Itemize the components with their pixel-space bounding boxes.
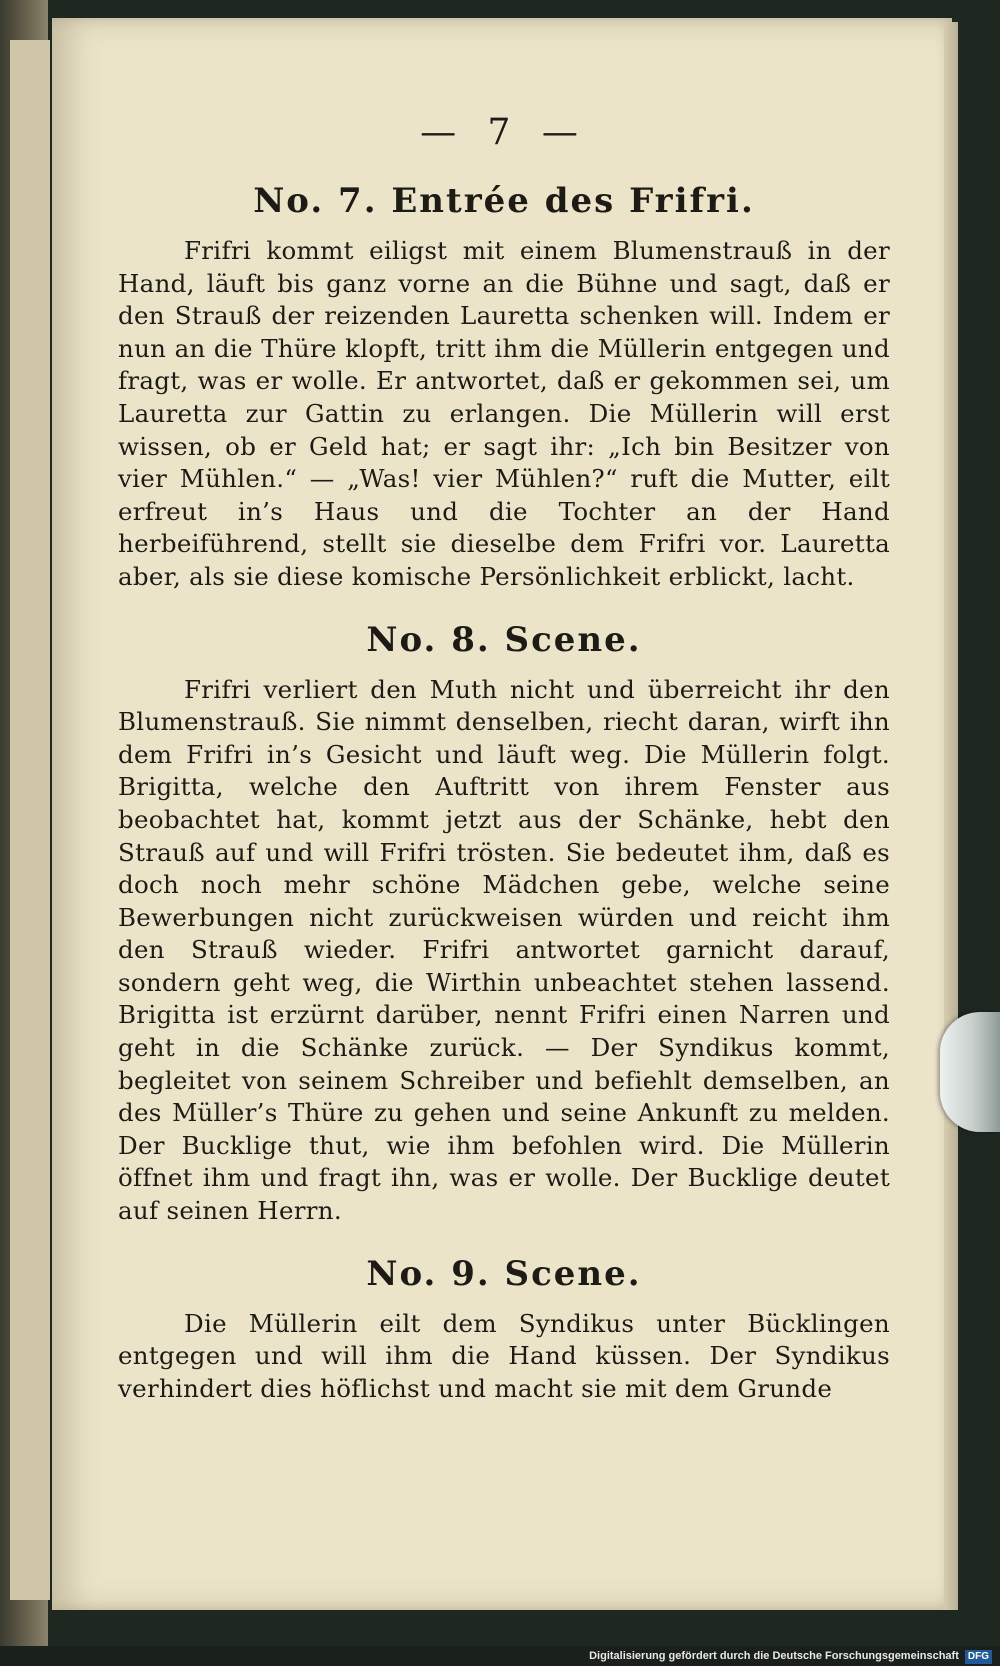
page-clip bbox=[940, 1012, 1000, 1132]
section-text-9: Die Müllerin eilt dem Syndikus unter Bücklingen entgegen und will ihm die Hand küssen. Der Syndikus verhindert dies höflichst und macht sie mit dem Grunde bbox=[118, 1308, 890, 1403]
page-edge bbox=[944, 22, 958, 1610]
section-text-7: Frifri kommt eiligst mit einem Blumenstrauß in der Hand, läuft bis ganz vorne an die Bühne und sagt, daß er den Strauß der reizenden Lauretta schenken will. Indem er nun an die Thüre klopft, tritt ihm die Müllerin entgegen und fragt, was er wolle. Er antwortet, daß er gekommen sei, um Lauretta zur Gattin zu erlangen. Die Müllerin will erst wissen, ob er Geld hat; er sagt ihr: „Ich bin Besitzer von vier Mühlen.“ — „Was! vier Mühlen?“ ruft die Mutter, eilt erfreut in’s Haus und die Tochter an der Hand herbeiführend, stellt sie dieselbe dem Frifri vor. Lauretta aber, als sie diese komische Persönlichkeit erblickt, lacht. bbox=[118, 236, 890, 591]
digitization-footer bbox=[0, 1646, 1000, 1666]
section-text-8: Frifri verliert den Muth nicht und überreicht ihr den Blumenstrauß. Sie nimmt denselben, riecht daran, wirft ihn dem Frifri in’s Gesicht und läuft weg. Die Müllerin folgt. Brigitta, welche den Auftritt von ihrem Fenster aus beobachtet hat, kommt jetzt aus der Schänke, hebt den Strauß auf und will Frifri trösten. Sie bedeutet ihm, daß es doch noch mehr schöne Mädchen gebe, welche seine Bewerbungen nicht zurückweisen würden und reicht ihm den Strauß wieder. Frifri antwortet garnicht darauf, sondern geht weg, die Wirthin unbeachtet stehen lassend. Brigitta ist erzürnt darüber, nennt Frifri einen Narren und geht in die Schänke zurück. — Der Syndikus kommt, begleitet von seinem Schreiber und befiehlt demselben, an des Müller’s Thüre zu gehen und seine Ankunft zu melden. Der Bucklige thut, wie ihm befohlen wird. Die Müllerin öffnet ihm und fragt ihn, was er wolle. Der Bucklige deutet auf seinen Herrn. bbox=[118, 674, 890, 1226]
section-spacer bbox=[118, 594, 890, 620]
section-heading-8: No. 8. Scene. bbox=[366, 619, 642, 660]
previous-page-edge bbox=[10, 40, 50, 1600]
dfg-logo: DFG bbox=[965, 1650, 992, 1664]
section-heading-9: No. 9. Scene. bbox=[366, 1253, 642, 1294]
footer-credit: Digitalisierung gefördert durch die Deutsche Forschungsgemeinschaft bbox=[589, 1650, 959, 1662]
section-heading-7: No. 7. Entrée des Frifri. bbox=[253, 181, 755, 221]
page-content bbox=[118, 112, 890, 1405]
page-number: — 7 — bbox=[420, 112, 588, 153]
section-spacer bbox=[118, 1228, 890, 1254]
